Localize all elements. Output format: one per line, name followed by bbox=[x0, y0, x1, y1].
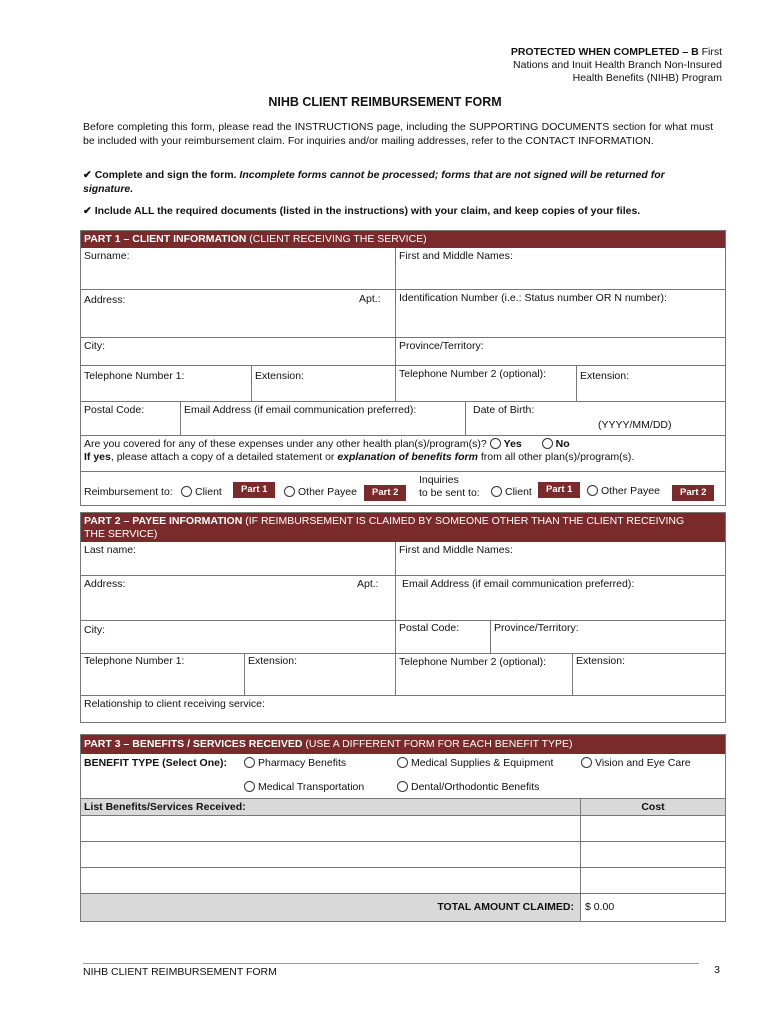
instruction-documents: ✔ Include ALL the required documents (listed in the instructions) with your claim, and keep copies of your files. bbox=[83, 205, 641, 217]
benefit-dental-radio[interactable] bbox=[397, 781, 408, 792]
list-services-header: List Benefits/Services Received: bbox=[81, 798, 581, 816]
inquiries-label: Inquiries to be sent to: bbox=[419, 474, 480, 499]
reimb-client-option[interactable]: Client bbox=[181, 486, 222, 498]
service-row-1[interactable] bbox=[81, 816, 581, 842]
reimb-other-payee-option[interactable]: Other Payee bbox=[284, 486, 357, 498]
reimb-part2-tag: Part 2 bbox=[364, 485, 406, 501]
protected-notice: PROTECTED WHEN COMPLETED – B First Nations and Inuit Health Branch Non-Insured Health Benefits (NIHB) Program bbox=[510, 46, 722, 84]
extension2-field[interactable]: Extension: bbox=[577, 366, 725, 402]
footer-label: NIHB CLIENT REIMBURSEMENT FORM bbox=[83, 966, 277, 978]
payee-postal-code-field[interactable]: Postal Code: bbox=[396, 621, 491, 654]
coverage-no-radio[interactable] bbox=[542, 438, 553, 449]
reimb-client-radio[interactable] bbox=[181, 486, 192, 497]
surname-field[interactable]: Surname: bbox=[81, 248, 396, 290]
part1-heading: PART 1 – CLIENT INFORMATION (CLIENT RECEIVING THE SERVICE) bbox=[81, 231, 725, 248]
cost-row-3[interactable] bbox=[581, 868, 725, 894]
payee-telephone2-field[interactable]: Telephone Number 2 (optional): bbox=[396, 654, 573, 696]
page-number: 3 bbox=[714, 964, 720, 976]
total-amount-field[interactable]: $ 0.00 bbox=[585, 901, 615, 913]
total-label: TOTAL AMOUNT CLAIMED: bbox=[81, 894, 581, 921]
part3-heading: PART 3 – BENEFITS / SERVICES RECEIVED (USE A DIFFERENT FORM FOR EACH BENEFIT TYPE) bbox=[81, 735, 725, 754]
payee-province-field[interactable]: Province/Territory: bbox=[491, 621, 725, 654]
payee-extension2-field[interactable]: Extension: bbox=[573, 654, 725, 696]
payee-email-field[interactable]: Email Address (if email communication preferred): bbox=[396, 576, 725, 621]
address-field[interactable]: Address: Apt.: bbox=[81, 290, 396, 338]
cost-row-1[interactable] bbox=[581, 816, 725, 842]
part2-heading: PART 2 – PAYEE INFORMATION (IF REIMBURSEMENT IS CLAIMED BY SOMEONE OTHER THAN THE CLIENT RECEIVING THE SERVICE) bbox=[81, 513, 725, 542]
service-row-3[interactable] bbox=[81, 868, 581, 894]
inquiry-other-payee-option[interactable]: Other Payee bbox=[587, 485, 660, 497]
payee-city-field[interactable]: City: bbox=[81, 621, 396, 654]
reimb-other-payee-radio[interactable] bbox=[284, 486, 295, 497]
payee-first-names-field[interactable]: First and Middle Names: bbox=[396, 542, 725, 576]
inquiry-client-option[interactable]: Client bbox=[491, 486, 532, 498]
postal-code-field[interactable]: Postal Code: bbox=[81, 402, 181, 436]
instruction-sign: ✔ Complete and sign the form. Incomplete forms cannot be processed; forms that are not signed will be returned for signature. bbox=[83, 169, 665, 195]
benefit-transport-option[interactable]: Medical Transportation bbox=[244, 781, 364, 793]
service-row-2[interactable] bbox=[81, 842, 581, 868]
payee-address-field[interactable]: Address: Apt.: bbox=[81, 576, 396, 621]
inquiry-other-payee-radio[interactable] bbox=[587, 485, 598, 496]
payee-last-name-field[interactable]: Last name: bbox=[81, 542, 396, 576]
form-title: NIHB CLIENT REIMBURSEMENT FORM bbox=[268, 95, 502, 109]
province-field[interactable]: Province/Territory: bbox=[396, 338, 725, 366]
intro-text: Before completing this form, please read the INSTRUCTIONS page, including the SUPPORTING DOCUMENTS section for what must be included with your reimbursement claim. For inquiries and/or mailing addresses, refer to the CONTACT INFORMATION. bbox=[83, 121, 713, 147]
payee-relationship-field[interactable]: Relationship to client receiving service: bbox=[84, 698, 265, 710]
benefit-dental-option[interactable]: Dental/Orthodontic Benefits bbox=[397, 781, 539, 793]
benefit-vision-option[interactable]: Vision and Eye Care bbox=[581, 757, 691, 769]
benefit-pharmacy-option[interactable]: Pharmacy Benefits bbox=[244, 757, 346, 769]
cost-row-2[interactable] bbox=[581, 842, 725, 868]
extension1-field[interactable]: Extension: bbox=[252, 366, 396, 402]
inquiry-part2-tag: Part 2 bbox=[672, 485, 714, 501]
reimb-part1-tag: Part 1 bbox=[233, 482, 275, 498]
footer-divider bbox=[83, 963, 699, 964]
inquiry-part1-tag: Part 1 bbox=[538, 482, 580, 498]
payee-telephone1-field[interactable]: Telephone Number 1: bbox=[81, 654, 245, 696]
benefit-transport-radio[interactable] bbox=[244, 781, 255, 792]
telephone1-field[interactable]: Telephone Number 1: bbox=[81, 366, 252, 402]
telephone2-field[interactable]: Telephone Number 2 (optional): bbox=[396, 366, 577, 402]
inquiry-client-radio[interactable] bbox=[491, 486, 502, 497]
city-field[interactable]: City: bbox=[81, 338, 396, 366]
date-of-birth-field[interactable]: Date of Birth: (YYYY/MM/DD) bbox=[466, 402, 725, 436]
benefit-type-label: BENEFIT TYPE (Select One): bbox=[84, 757, 227, 769]
other-coverage-row: Are you covered for any of these expenses under any other health plan(s)/program(s)? Yes No If yes, please attach a copy of a detailed statement or explanation of benefits form from all other plan(s)/program(s). bbox=[81, 436, 725, 472]
benefit-medsupplies-option[interactable]: Medical Supplies & Equipment bbox=[397, 757, 553, 769]
id-number-field[interactable]: Identification Number (i.e.: Status number OR N number): bbox=[396, 290, 725, 338]
benefit-pharmacy-radio[interactable] bbox=[244, 757, 255, 768]
reimbursement-to-label: Reimbursement to: bbox=[84, 486, 173, 498]
cost-header: Cost bbox=[581, 798, 725, 816]
first-names-field[interactable]: First and Middle Names: bbox=[396, 248, 725, 290]
payee-extension1-field[interactable]: Extension: bbox=[245, 654, 396, 696]
email-field[interactable]: Email Address (if email communication preferred): bbox=[181, 402, 466, 436]
benefit-medsupplies-radio[interactable] bbox=[397, 757, 408, 768]
coverage-yes-radio[interactable] bbox=[490, 438, 501, 449]
benefit-vision-radio[interactable] bbox=[581, 757, 592, 768]
